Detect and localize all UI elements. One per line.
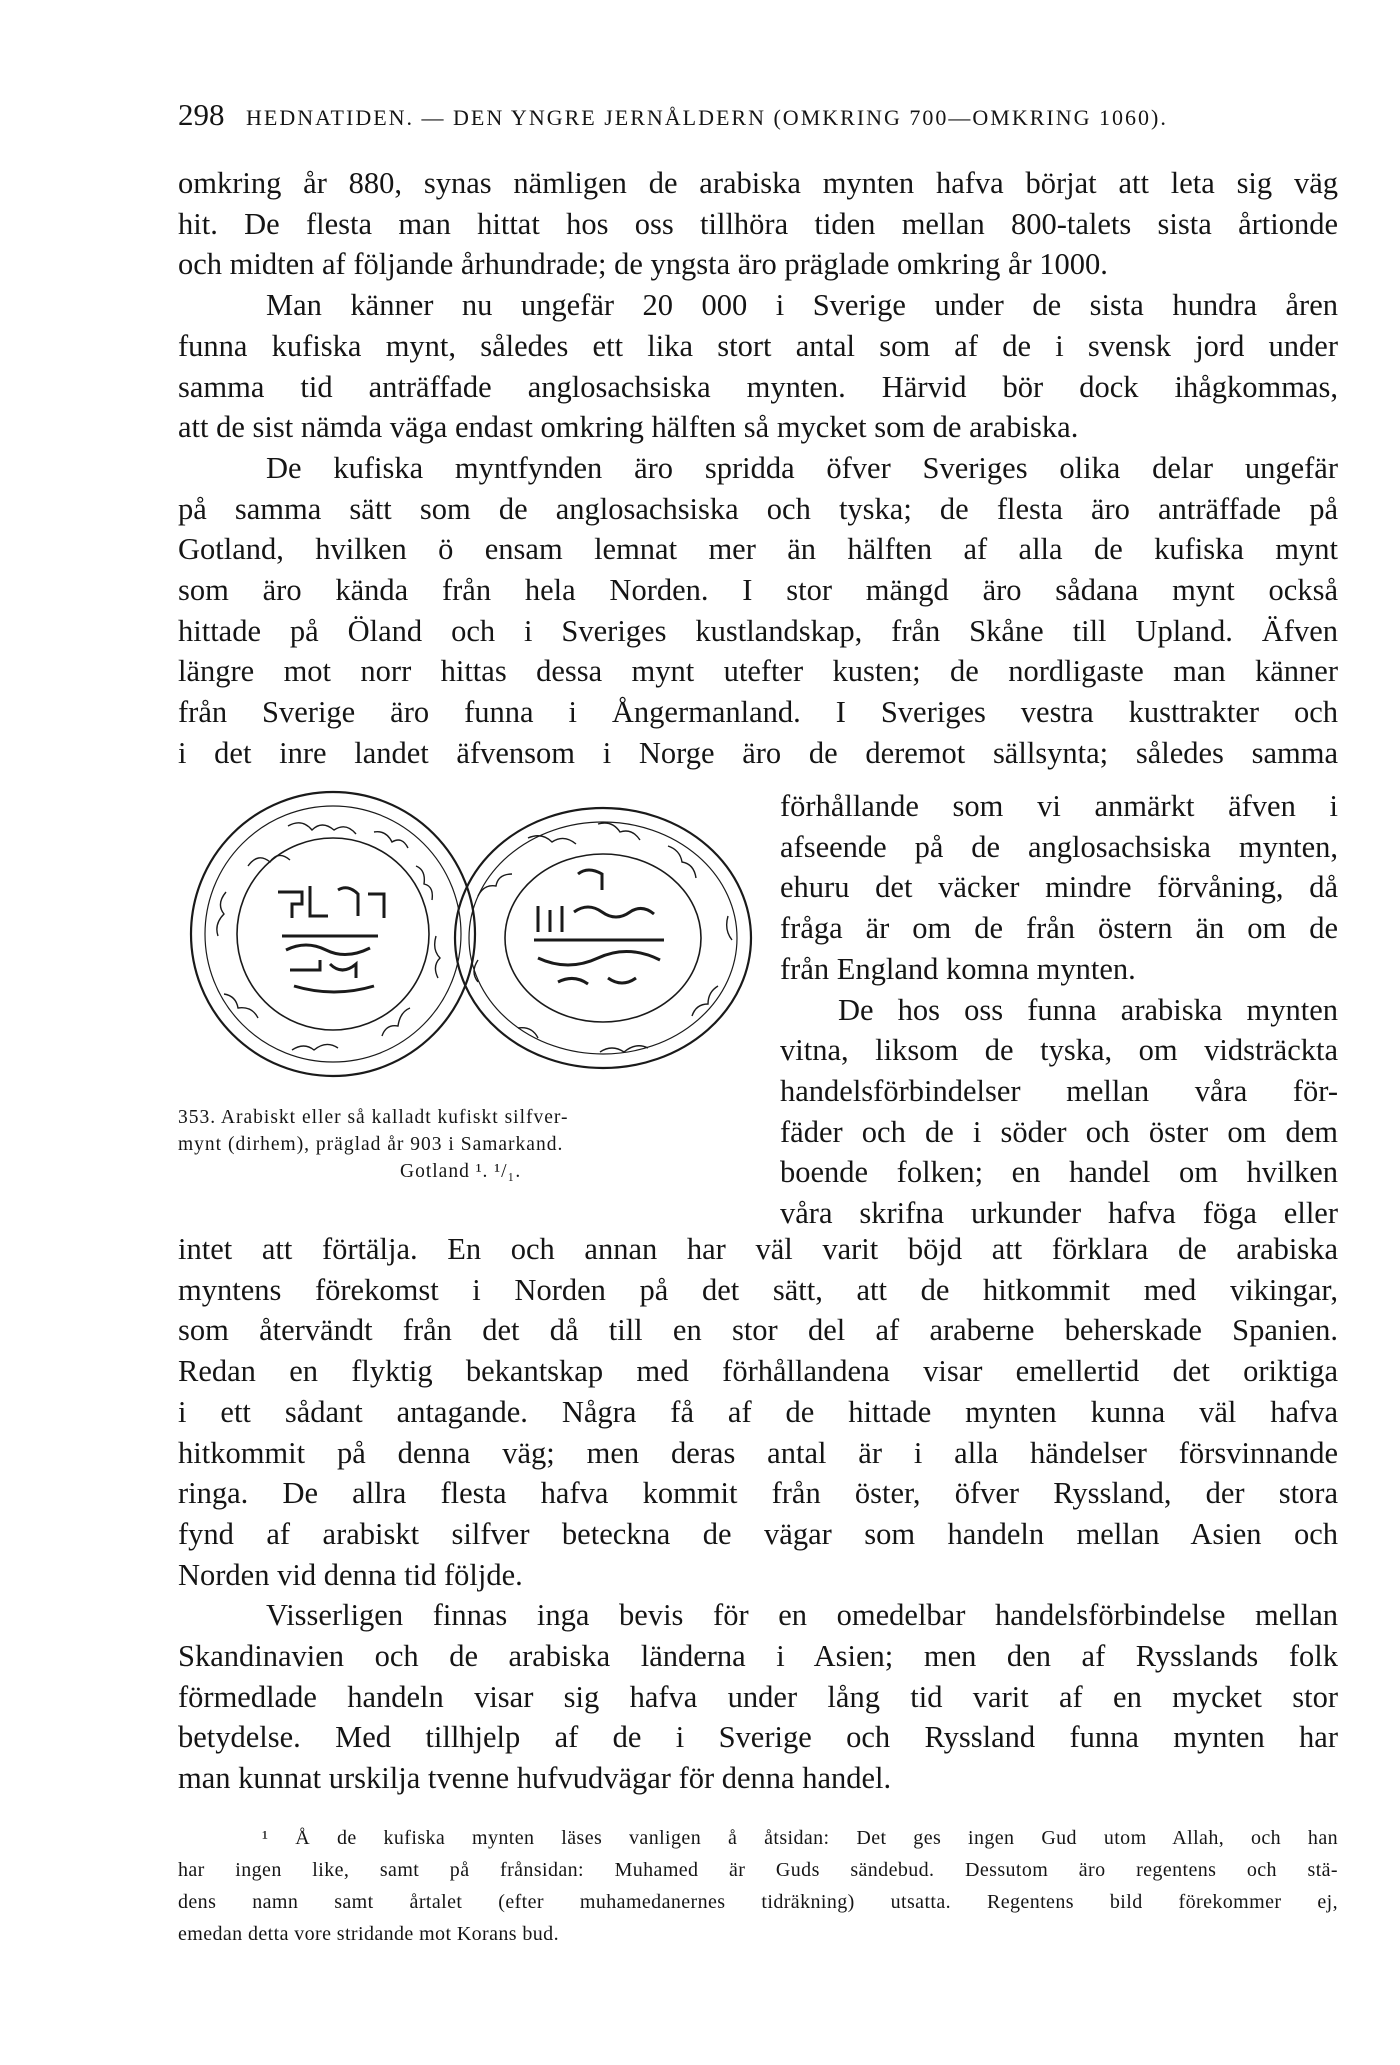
text-line: betydelse. Med tillhjelp af de i Sverige och Ryssland funna mynten har — [178, 1720, 1338, 1755]
text-line: från Sverige äro funna i Ångermanland. I Sveriges vestra kusttrakter och — [178, 695, 1338, 730]
text-line: funna kufiska mynt, således ett lika stort antal som af de i svensk jord under — [178, 328, 1338, 363]
paragraph — [178, 163, 1338, 285]
text-line: Visserligen finnas inga bevis för en omedelbar handelsförbindelse mellan — [266, 1598, 1338, 1633]
text-line: man kunnat urskilja tvenne hufvudvägar för denna handel. — [178, 1761, 892, 1796]
text-line: afseende på de anglosachsiska mynten, — [780, 829, 1338, 864]
text-line: fråga är om de från östern än om de — [780, 911, 1338, 946]
text-line: Skandinavien och de arabiska länderna i Asien; men den af Rysslands folk — [178, 1639, 1338, 1674]
text-line: De kufiska myntfynden äro spridda öfver Sveriges olika delar ungefär — [266, 450, 1338, 485]
text-line: intet att förtälja. En och annan har väl varit böjd att förklara de arabiska — [178, 1232, 1338, 1266]
text-line: i ett sådant antagande. Några få af de hittade mynten kunna väl hafva — [178, 1394, 1338, 1429]
paragraph — [178, 285, 1338, 448]
text-line: vitna, liksom de tyska, om vidsträckta — [780, 1033, 1338, 1068]
text-line: hit. De flesta man hittat hos oss tillhöra tiden mellan 800-talets sista årtionde — [178, 206, 1338, 241]
footnote-line: dens namn samt årtalet (efter muhamedanernes tidräkning) utsatta. Regentens bild förekommer ej, — [178, 1891, 1338, 1913]
page-number: 298 — [178, 97, 225, 132]
text-line: Redan en flyktig bekantskap med förhållandena visar emellertid det oriktiga — [178, 1354, 1338, 1389]
main-text-lower — [178, 1229, 1338, 1799]
text-line: Gotland, hvilken ö ensam lemnat mer än hälften af alla de kufiska mynt — [178, 532, 1338, 567]
text-line: omkring år 880, synas nämligen de arabiska mynten hafva börjat att leta sig väg — [178, 166, 1338, 200]
text-line: förmedlade handeln visar sig hafva under lång tid varit af en mycket stor — [178, 1679, 1338, 1714]
text-line: samma tid anträffade anglosachsiska mynten. Härvid bör dock ihågkommas, — [178, 369, 1338, 404]
coin-illustration — [178, 786, 768, 1086]
text-line: fäder och de i söder och öster om dem — [780, 1114, 1338, 1149]
text-line: fynd af arabiskt silfver beteckna de vägar som handeln mellan Asien och — [178, 1516, 1338, 1551]
text-line: våra skrifna urkunder hafva föga eller — [780, 1196, 1338, 1231]
text-line: och midten af följande århundrade; de yngsta äro präglade omkring år 1000. — [178, 247, 1108, 282]
text-line: hittade på Öland och i Sveriges kustlandskap, från Skåne till Upland. Äfven — [178, 613, 1338, 648]
text-line: att de sist nämda väga endast omkring hälften så mycket som de arabiska. — [178, 410, 1079, 445]
caption-line: mynt (dirhem), präglad år 903 i Samarkand. — [178, 1134, 564, 1155]
text-line: handelsförbindelser mellan våra för- — [780, 1073, 1338, 1108]
text-line: i det inre landet äfvensom i Norge äro de deremot sällsynta; således samma — [178, 735, 1338, 770]
paragraph — [178, 1229, 1338, 1595]
text-line: förhållande som vi anmärkt äfven i — [780, 789, 1338, 823]
text-line: myntens förekomst i Norden på det sätt, att de hitkommit med vikingar, — [178, 1272, 1338, 1307]
text-line: som äro kända från hela Norden. I stor mängd äro sådana mynt också — [178, 573, 1338, 608]
footnote-line: har ingen like, samt på frånsidan: Muhamed är Guds sändebud. Dessutom äro regentens och stä- — [178, 1859, 1338, 1881]
text-line: på samma sätt som de anglosachsiska och tyska; de flesta äro anträffade på — [178, 491, 1338, 526]
footnotes — [178, 1822, 1338, 1950]
text-line: hitkommit på denna väg; men deras antal är i alla händelser försvinnande — [178, 1435, 1338, 1470]
text-line: längre mot norr hittas dessa mynt utefter kusten; de nordligaste man känner — [178, 654, 1338, 689]
text-line: ehuru det väcker mindre förvåning, då — [780, 870, 1338, 905]
text-line: Norden vid denna tid följde. — [178, 1557, 523, 1592]
figure-caption — [178, 1104, 768, 1185]
text-line: De hos oss funna arabiska mynten — [838, 992, 1338, 1027]
main-text-beside-figure — [780, 786, 1338, 1234]
running-title: HEDNATIDEN. — DEN YNGRE JERNÅLDERN (OMKRING 700—OMKRING 1060). — [246, 105, 1168, 130]
main-text-upper — [178, 163, 1338, 774]
paragraph — [178, 448, 1338, 774]
text-line: ringa. De allra flesta hafva kommit från öster, öfver Ryssland, der stora — [178, 1476, 1338, 1511]
footnote-line: ¹ Å de kufiska mynten läses vanligen å åtsidan: Det ges ingen Gud utom Allah, och han — [262, 1827, 1338, 1849]
text-line: från England komna mynten. — [780, 951, 1136, 986]
text-line: som återvändt från det då till en stor del af araberne beherskade Spanien. — [178, 1313, 1338, 1348]
caption-line: Gotland ¹. ¹/₁. — [400, 1161, 522, 1182]
coin-obverse — [191, 792, 475, 1076]
text-line: Man känner nu ungefär 20 000 i Sverige under de sista hundra åren — [266, 288, 1338, 323]
caption-line: 353. Arabiskt eller så kalladt kufiskt silfver- — [178, 1107, 569, 1128]
figure-353 — [178, 786, 768, 1216]
coin-reverse — [455, 808, 751, 1068]
paragraph — [178, 1595, 1338, 1799]
running-head — [178, 97, 1338, 137]
footnote-line: emedan detta vore stridande mot Korans bud. — [178, 1923, 559, 1945]
text-line: boende folken; en handel om hvilken — [780, 1155, 1338, 1190]
